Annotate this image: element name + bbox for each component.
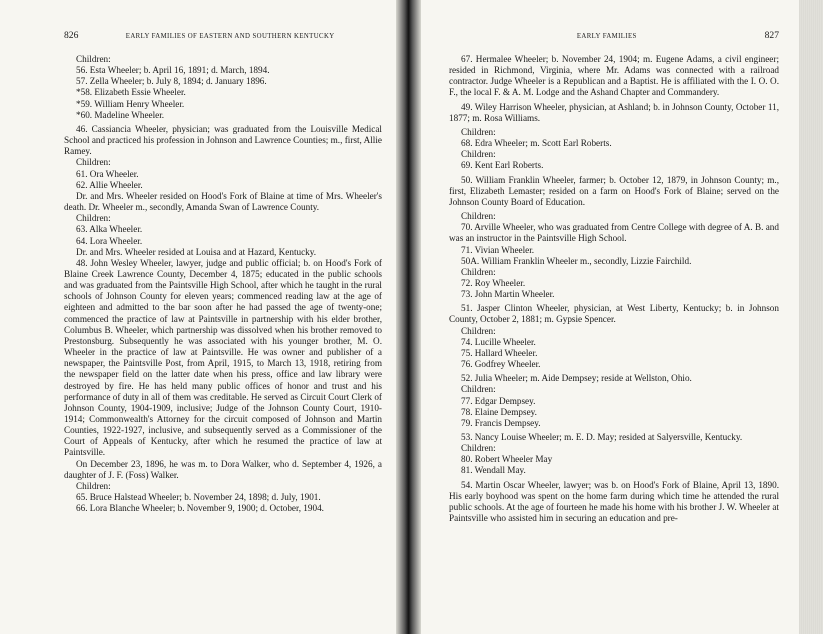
text-line: 52. Julia Wheeler; m. Aide Dempsey; reside at Wellston, Ohio. [461,373,692,384]
text-line: 73. John Martin Wheeler. [461,289,555,300]
text-line: Children: [461,325,496,336]
right-page-number: 827 [764,30,779,41]
text-line: 74. Lucille Wheeler. [461,336,536,347]
text-line: 71. Vivian Wheeler. [461,244,535,255]
text-line: 61. Ora Wheeler. [76,168,139,179]
text-line: 79. Francis Dempsey. [461,417,541,428]
text-line: 69. Kent Earl Roberts. [461,160,544,171]
right-running-title: EARLY FAMILIES [576,33,637,40]
text-line: 81. Wendall May. [461,465,526,476]
left-page [0,0,396,634]
text-line: 66. Lora Blanche Wheeler; b. November 9, 1900; d. October, 1904. [76,503,324,514]
text-line: 75. Hallard Wheeler. [461,347,538,358]
right-page [421,0,823,634]
text-line: 80. Robert Wheeler May [461,454,553,465]
text-line: On December 23, 1896, he was m. to Dora Walker, who d. September 4, 1926, a daughter of J. F. (Foss) Walker. [64,458,382,480]
text-line: 50A. William Franklin Wheeler m., secondly, Lizzie Fairchild. [461,255,692,266]
text-line: Dr. and Mrs. Wheeler resided on Hood's Fork of Blaine at time of Mrs. Wheeler's death. Dr. Wheeler m., secondly, Amanda Swan of Lawrence County. [64,190,382,213]
text-line: 49. Wiley Harrison Wheeler, physician, at Ashland; b. in Johnson County, October 11, 1877; m. Rosa Williams. [449,101,779,123]
text-line: 68. Edra Wheeler; m. Scott Earl Roberts. [461,138,612,149]
text-line: Dr. and Mrs. Wheeler resided at Louisa and at Hazard, Kentucky. [76,246,317,257]
text-line: 67. Hermalee Wheeler; b. November 24, 1904; m. Eugene Adams, a civil engineer; resided in Richmond, Virginia, where Mr. Adams was connected with a railroad contractor. Judge Wheeler is a Republican and a Baptist. He is affiliated with the I. O. O. F., the local F. & A. M. Lodge and the Ashand Chapter and Commandery. [449,54,779,98]
text-line: 77. Edgar Dempsey. [461,395,536,406]
text-line: Children: [76,213,111,224]
text-line: Children: [76,157,111,168]
right-page-body [449,54,779,524]
text-line: 62. Allie Wheeler. [76,179,143,190]
text-line: 63. Alka Wheeler. [76,224,143,235]
left-page-body [64,54,382,514]
left-page-header [64,30,382,42]
text-line: 46. Cassiancia Wheeler, physician; was graduated from the Louisville Medical School and practiced his profession in Johnson and Lawrence Counties; m., first, Allie Ramey. [64,123,382,157]
book-gutter [396,0,421,634]
text-line: 65. Bruce Halstead Wheeler; b. November 24, 1898; d. July, 1901. [76,492,321,503]
text-line: Children: [76,480,111,491]
text-line: 57. Zella Wheeler; b. July 8, 1894; d. January 1896. [76,76,267,87]
text-line: 48. John Wesley Wheeler, lawyer, judge and public official; b. on Hood's Fork of Blaine Creek Lawrence County, December 4, 1875; educated in the public schools and was graduated from the Paintsville High School, after which he taught in the rural schools of Johnson County for eleven years; commenced reading law at the age of eighteen and admitted to the bar soon after he had passed the age of twenty-one; commenced the practice of law at Paintsville in partnership with his elder brother, Columbus B. Wheeler, which partnership was dissolved when his brother removed to Prestonsburg. Subsequently he was associated with his younger brother, M. O. Wheeler in the practice of law at Paintsville. He was owner and publisher of a newspaper, the Paintsville Post, from April, 1915, to March 13, 1918, retiring from the newspaper field on the latter date when his press, office and law library were destroyed by fire. He has held many public offices of honor and trust and his performance of duty in all of them was creditable. He served as Circuit Court Clerk of Johnson County, 1904-1909, inclusive; Judge of the Johnson County Court, 1910-1914; Commonwealth's Attorney for the circuit composed of Johnson and Martin Counties, 1922-1927, inclusive, and subsequently served as a Commissioner of the Court of Appeals of Kentucky, after which he resumed the practice of law at Paintsville. [64,257,382,458]
text-line: 78. Elaine Dempsey. [461,406,537,417]
text-line: Children: [461,211,496,222]
text-line: 72. Roy Wheeler. [461,277,526,288]
text-line: 70. Arville Wheeler, who was graduated from Centre College with degree of A. B. and was an instructor in the Paintsville High School. [449,222,779,244]
text-line: Children: [461,384,496,395]
text-line: 56. Esta Wheeler; b. April 16, 1891; d. March, 1894. [76,65,270,76]
text-line: 54. Martin Oscar Wheeler, lawyer; was b. on Hood's Fork of Blaine, April 13, 1890. His early boyhood was spent on the home farm during which time he attended the rural public schools. At the age of fourteen he made his home with his brother J. W. Wheeler at Paintsville who assisted him in securing an education and pre- [449,479,779,524]
text-line: 53. Nancy Louise Wheeler; m. E. D. May; resided at Salyersville, Kentucky. [461,432,743,442]
text-line: 51. Jasper Clinton Wheeler, physician, at West Liberty, Kentucky; b. in Johnson County, October 2, 1881; m. Gypsie Spencer. [449,303,779,325]
text-line: *58. Elizabeth Essie Wheeler. [76,87,186,98]
text-line: 64. Lora Wheeler. [76,235,143,246]
text-line: Children: [76,54,111,64]
text-line: *60. Madeline Wheeler. [76,109,165,120]
page-edge [799,0,823,634]
left-running-title: EARLY FAMILIES OF EASTERN AND SOUTHERN KENTUCKY [125,33,335,40]
text-line: *59. William Henry Wheeler. [76,98,185,109]
text-line: 76. Godfrey Wheeler. [461,359,541,370]
left-page-number: 826 [64,30,79,41]
text-line: Children: [461,149,496,160]
right-page-header [449,30,779,42]
text-line: Children: [461,443,496,454]
text-line: Children: [461,126,496,137]
text-line: 50. William Franklin Wheeler, farmer; b. October 12, 1879, in Johnson County; m., first, Elizabeth Lemaster; resided on a farm on Hood's Fork of Blaine; served on the Johnson County Board of Education. [449,174,779,207]
text-line: Children: [461,266,496,277]
